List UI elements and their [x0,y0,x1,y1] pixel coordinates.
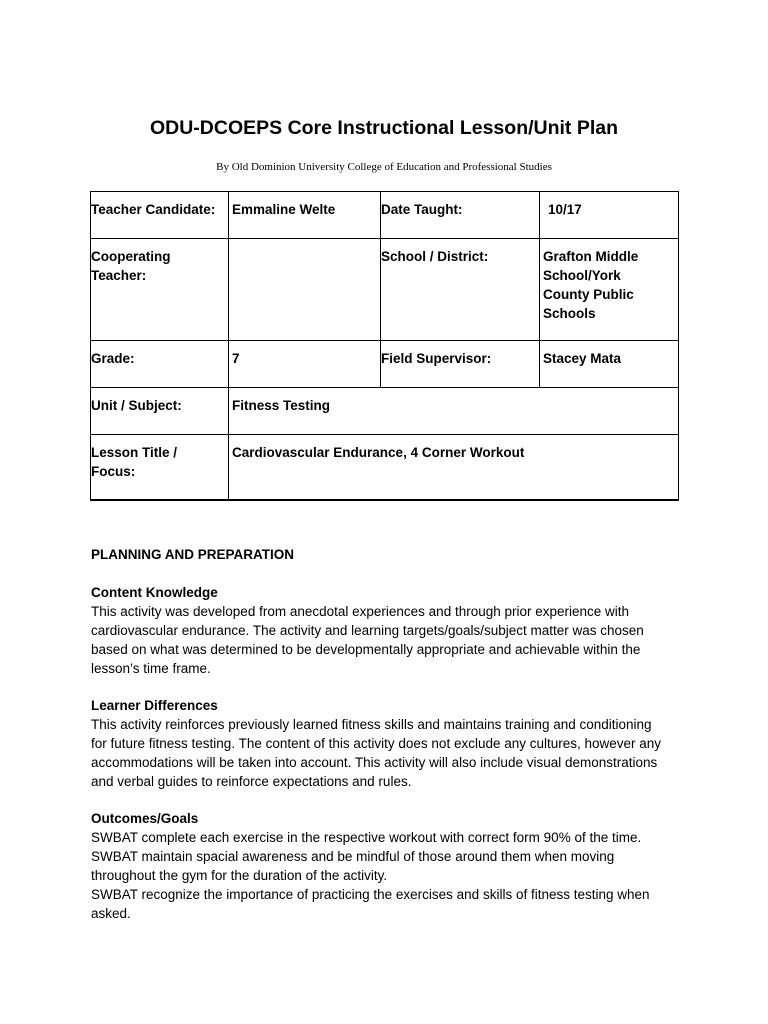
subsection-heading: Outcomes/Goals [91,811,199,826]
cooperating-teacher-label: Cooperating Teacher: [91,239,229,341]
table-row [91,388,679,435]
unit-subject-value: Fitness Testing [229,388,679,435]
grade-value: 7 [229,341,381,388]
content-knowledge-section [91,583,681,678]
field-supervisor-value: Stacey Mata [540,341,679,388]
learner-differences-section [91,696,681,791]
unit-subject-label: Unit / Subject: [91,388,229,435]
lesson-title-value: Cardiovascular Endurance, 4 Corner Workout [229,435,679,500]
subsection-heading: Learner Differences [91,698,218,713]
paragraph-line: cardiovascular endurance. The activity and learning targets/goals/subject matter was chosen [91,623,644,638]
paragraph-line: based on what was determined to be developmentally appropriate and achievable within the [91,642,641,657]
lesson-title-label: Lesson Title / Focus: [91,435,229,500]
byline: By Old Dominion University College of Education and Professional Studies [216,161,552,173]
paragraph-line: throughout the gym for the duration of the activity. [91,868,388,883]
table-row [91,239,679,341]
grade-label: Grade: [91,341,229,388]
table-row [91,192,679,239]
paragraph-line: SWBAT complete each exercise in the respective workout with correct form 90% of the time. [91,830,642,845]
lesson-info-table [90,191,679,501]
school-district-label: School / District: [381,239,540,341]
paragraph-line: asked. [91,906,131,921]
teacher-candidate-value: Emmaline Welte [229,192,381,239]
paragraph-line: SWBAT recognize the importance of practicing the exercises and skills of fitness testing when [91,887,650,902]
planning-heading [91,545,681,564]
date-taught-value: 10/17 [540,192,679,239]
table-row [91,435,679,500]
paragraph-line: SWBAT maintain spacial awareness and be mindful of those around them when moving [91,849,615,864]
paragraph-line: This activity was developed from anecdotal experiences and through prior experience with [91,604,630,619]
table-row [91,341,679,388]
paragraph-line: accommodations will be taken into account. This activity will also include visual demonstrations [91,755,658,770]
outcomes-goals-section [91,809,681,923]
field-supervisor-label: Field Supervisor: [381,341,540,388]
teacher-candidate-label: Teacher Candidate: [91,192,229,239]
paragraph-line: This activity reinforces previously learned fitness skills and maintains training and conditioning [91,717,652,732]
paragraph-line: and verbal guides to reinforce expectations and rules. [91,774,412,789]
section-heading: PLANNING AND PREPARATION [91,547,295,562]
subsection-heading: Content Knowledge [91,585,218,600]
cooperating-teacher-value [229,239,381,341]
paragraph-line: for future fitness testing. The content of this activity does not exclude any cultures, however any [91,736,662,751]
school-district-value: Grafton Middle School/York County Public Schools [540,239,679,341]
page-title: ODU-DCOEPS Core Instructional Lesson/Unit Plan [149,117,619,139]
date-taught-label: Date Taught: [381,192,540,239]
paragraph-line: lesson’s time frame. [91,661,211,676]
